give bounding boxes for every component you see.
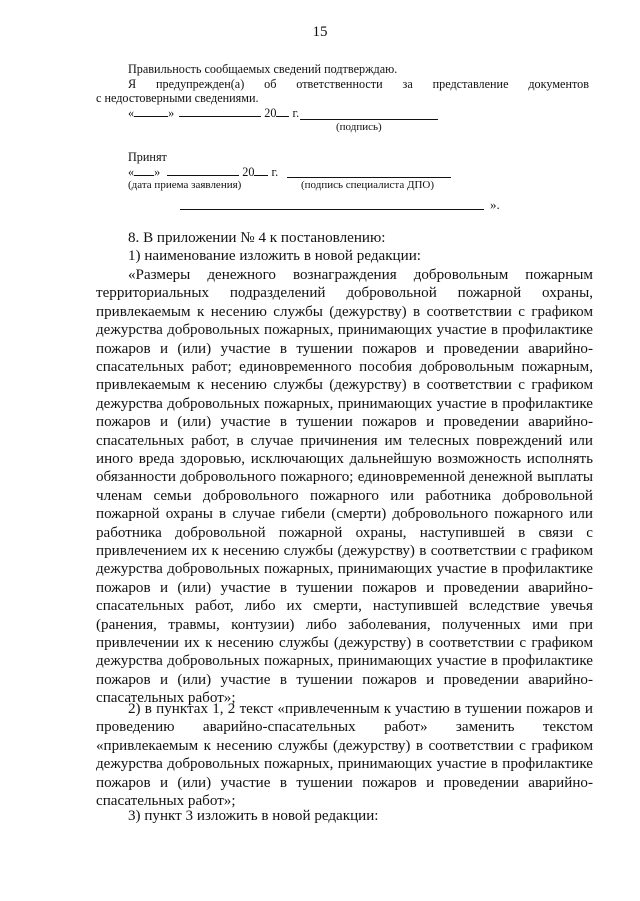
paragraph-line: дежурства добровольных пожарных, принимающих участие в профилактике (96, 756, 593, 773)
paragraph-line: дежурства добровольных пожарных, принимающих участие в профилактике (96, 322, 593, 339)
specialist-signature-caption: (подпись специалиста ДПО) (301, 179, 435, 191)
specialist-signature-line (287, 177, 451, 178)
warning-word: об (264, 77, 277, 91)
warning-word: за (402, 77, 413, 91)
year-suffix: г. (292, 106, 300, 120)
year-suffix: г. (271, 165, 279, 179)
paragraph-line: дежурства добровольных пожарных, принимающих участие в профилактике (96, 395, 593, 412)
paragraph-line: 2) в пунктах 1, 2 текст «привлеченным к участию в тушении пожаров и (128, 701, 593, 717)
confirmation-statement: Правильность сообщаемых сведений подтверждаю. (128, 62, 398, 76)
signature-caption: (подпись) (336, 121, 382, 133)
day-blank (134, 165, 154, 176)
warning-word: документов (528, 77, 589, 91)
accepted-label: Принят (128, 150, 167, 164)
paragraph-line: привлекаемым к несению службы (дежурству) в соответствии с графиком (96, 303, 593, 320)
month-blank (179, 106, 261, 117)
paragraph-line: спасательных работ; единовременного пособия добровольным пожарным, (96, 359, 593, 375)
quote-close: » (154, 165, 161, 179)
warning-word: ответственности (296, 77, 383, 91)
paragraph-line: дежурства добровольных пожарных, принимающих участие в профилактике (96, 561, 593, 578)
warning-line (128, 77, 589, 91)
warning-line-continued: с недостоверными сведениями. (96, 91, 259, 105)
paragraph-line: территориальных подразделений добровольной пожарной охраны, (96, 285, 593, 302)
year-prefix: 20 (264, 106, 277, 120)
quote-open: « (128, 106, 135, 120)
paragraph-line: пожаров и (или) участие в тушении пожаров и проведении аварийно- (96, 414, 593, 431)
paragraph-line: привлечении их к несению службы (дежурству) в соответствии с графиком (96, 635, 593, 651)
paragraph-line: членам семьи добровольного пожарного или работника добровольной (96, 487, 593, 504)
closing-line (180, 209, 484, 210)
warning-word: представление (432, 77, 509, 91)
confirmation-date-line (128, 106, 299, 120)
paragraph-line: дежурства добровольных пожарных, принимающих участие в профилактике (96, 653, 593, 670)
paragraph-line: пожаров и (или) участие в тушении пожаров и проведении аварийно- (96, 671, 593, 688)
year-blank (254, 165, 268, 176)
paragraph-line: работника добровольной пожарной охраны, наступившей в связи с (96, 524, 593, 541)
paragraph-line: привлечением их к несению службы (дежурству) в соответствии с графиком (96, 543, 593, 559)
paragraph-line: иного вреда здоровью, исключающих дальнейшую возможность исполнять (96, 451, 593, 467)
section-heading: 8. В приложении № 4 к постановлению: (128, 230, 386, 246)
paragraph-line: спасательных работ»; (96, 690, 236, 707)
year-blank (276, 106, 289, 117)
paragraph-line: обязанности добровольного пожарного; единовременной денежной выплаты (96, 469, 593, 486)
month-blank (167, 165, 239, 176)
paragraph-line: пожаров и (или) участие в тушении пожаров и проведении аварийно- (96, 579, 593, 596)
accepted-date-line (128, 165, 278, 179)
quote-close: » (168, 106, 175, 120)
paragraph-line: пожарной охраны в случае гибели (смерти) добровольного пожарного или (96, 506, 593, 523)
paragraph-line: «привлекаемым к несению службы (дежурству) в соответствии с графиком (96, 737, 593, 754)
year-prefix: 20 (242, 165, 255, 179)
paragraph-line: (ранения, травмы, контузии) либо заболевания, полученных ими при (96, 616, 593, 633)
date-caption: (дата приема заявления) (128, 179, 242, 191)
paragraph-line: спасательных работ, в случае причинения им телесных повреждений или (96, 432, 593, 449)
day-blank (134, 106, 168, 117)
paragraph-line: проведению аварийно-спасательных работ» заменить текстом (96, 719, 593, 736)
closing-mark: ». (490, 197, 500, 212)
paragraph-line: пожаров и (или) участие в тушении пожаров и проведении аварийно- (96, 774, 593, 791)
warning-word: Я (128, 77, 137, 91)
signature-line (300, 119, 438, 120)
warning-word: предупрежден(а) (156, 77, 245, 91)
paragraph-line: спасательных работ, либо их смерти, наступившей вследствие увечья (96, 598, 593, 615)
paragraph-line: «Размеры денежного вознаграждения добровольным пожарным (128, 267, 593, 283)
item-1: 1) наименование изложить в новой редакции: (128, 248, 421, 264)
paragraph-line: спасательных работ»; (96, 793, 236, 809)
item-3: 3) пункт 3 изложить в новой редакции: (128, 808, 379, 824)
paragraph-line: пожаров и (или) участие в тушении пожаров и проведении аварийно- (96, 340, 593, 357)
quote-open: « (128, 165, 135, 179)
paragraph-line: привлекаемым к несению службы (дежурству) в соответствии с графиком (96, 377, 593, 394)
page-number: 15 (312, 24, 328, 40)
